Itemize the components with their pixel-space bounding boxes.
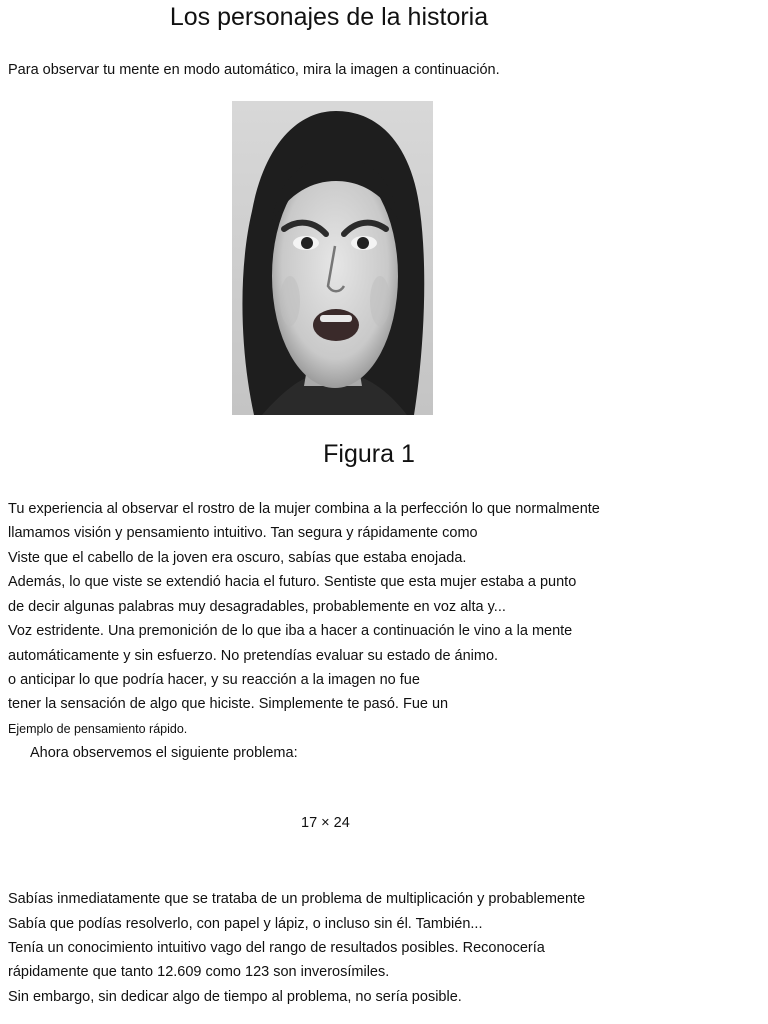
paragraph1-line: tener la sensación de algo que hiciste. Simplemente te pasó. Fue un (8, 696, 449, 712)
paragraph1-line: Voz estridente. Una premonición de lo que iba a hacer a continuación le vino a la mente (8, 623, 573, 639)
paragraph1-line: de decir algunas palabras muy desagradables, probablemente en voz alta y... (8, 599, 506, 615)
paragraph1-line: automáticamente y sin esfuerzo. No pretendías evaluar su estado de ánimo. (8, 648, 499, 664)
paragraph1-line: llamamos visión y pensamiento intuitivo. Tan segura y rápidamente como (8, 525, 478, 541)
paragraph1-line: Viste que el cabello de la joven era oscuro, sabías que estaba enojada. (8, 550, 467, 566)
math-problem: 17 × 24 (301, 815, 350, 831)
paragraph2-line: Tenía un conocimiento intuitivo vago del rango de resultados posibles. Reconocería (8, 940, 545, 956)
fast-thinking-note: Ejemplo de pensamiento rápido. (8, 722, 188, 736)
paragraph2-line: rápidamente que tanto 12.609 como 123 son inverosímiles. (8, 964, 390, 980)
paragraph1-line: Tu experiencia al observar el rostro de la mujer combina a la perfección lo que normalmente (8, 501, 600, 517)
paragraph2-line: Sabías inmediatamente que se trataba de un problema de multiplicación y probablemente (8, 891, 586, 907)
intro-text: Para observar tu mente en modo automático, mira la imagen a continuación. (8, 62, 500, 78)
paragraph1-line: o anticipar lo que podría hacer, y su reacción a la imagen no fue (8, 672, 420, 688)
paragraph2-line: Sabía que podías resolverlo, con papel y lápiz, o incluso sin él. También... (8, 916, 483, 932)
paragraph1-line: Además, lo que viste se extendió hacia el futuro. Sentiste que esta mujer estaba a punto (8, 574, 577, 590)
problem-intro: Ahora observemos el siguiente problema: (30, 745, 298, 761)
angry-woman-photo (232, 101, 433, 415)
paragraph2-line: Sin embargo, sin dedicar algo de tiempo al problema, no sería posible. (8, 989, 462, 1005)
figure-caption: Figura 1 (323, 440, 415, 468)
page-title: Los personajes de la historia (169, 3, 489, 31)
